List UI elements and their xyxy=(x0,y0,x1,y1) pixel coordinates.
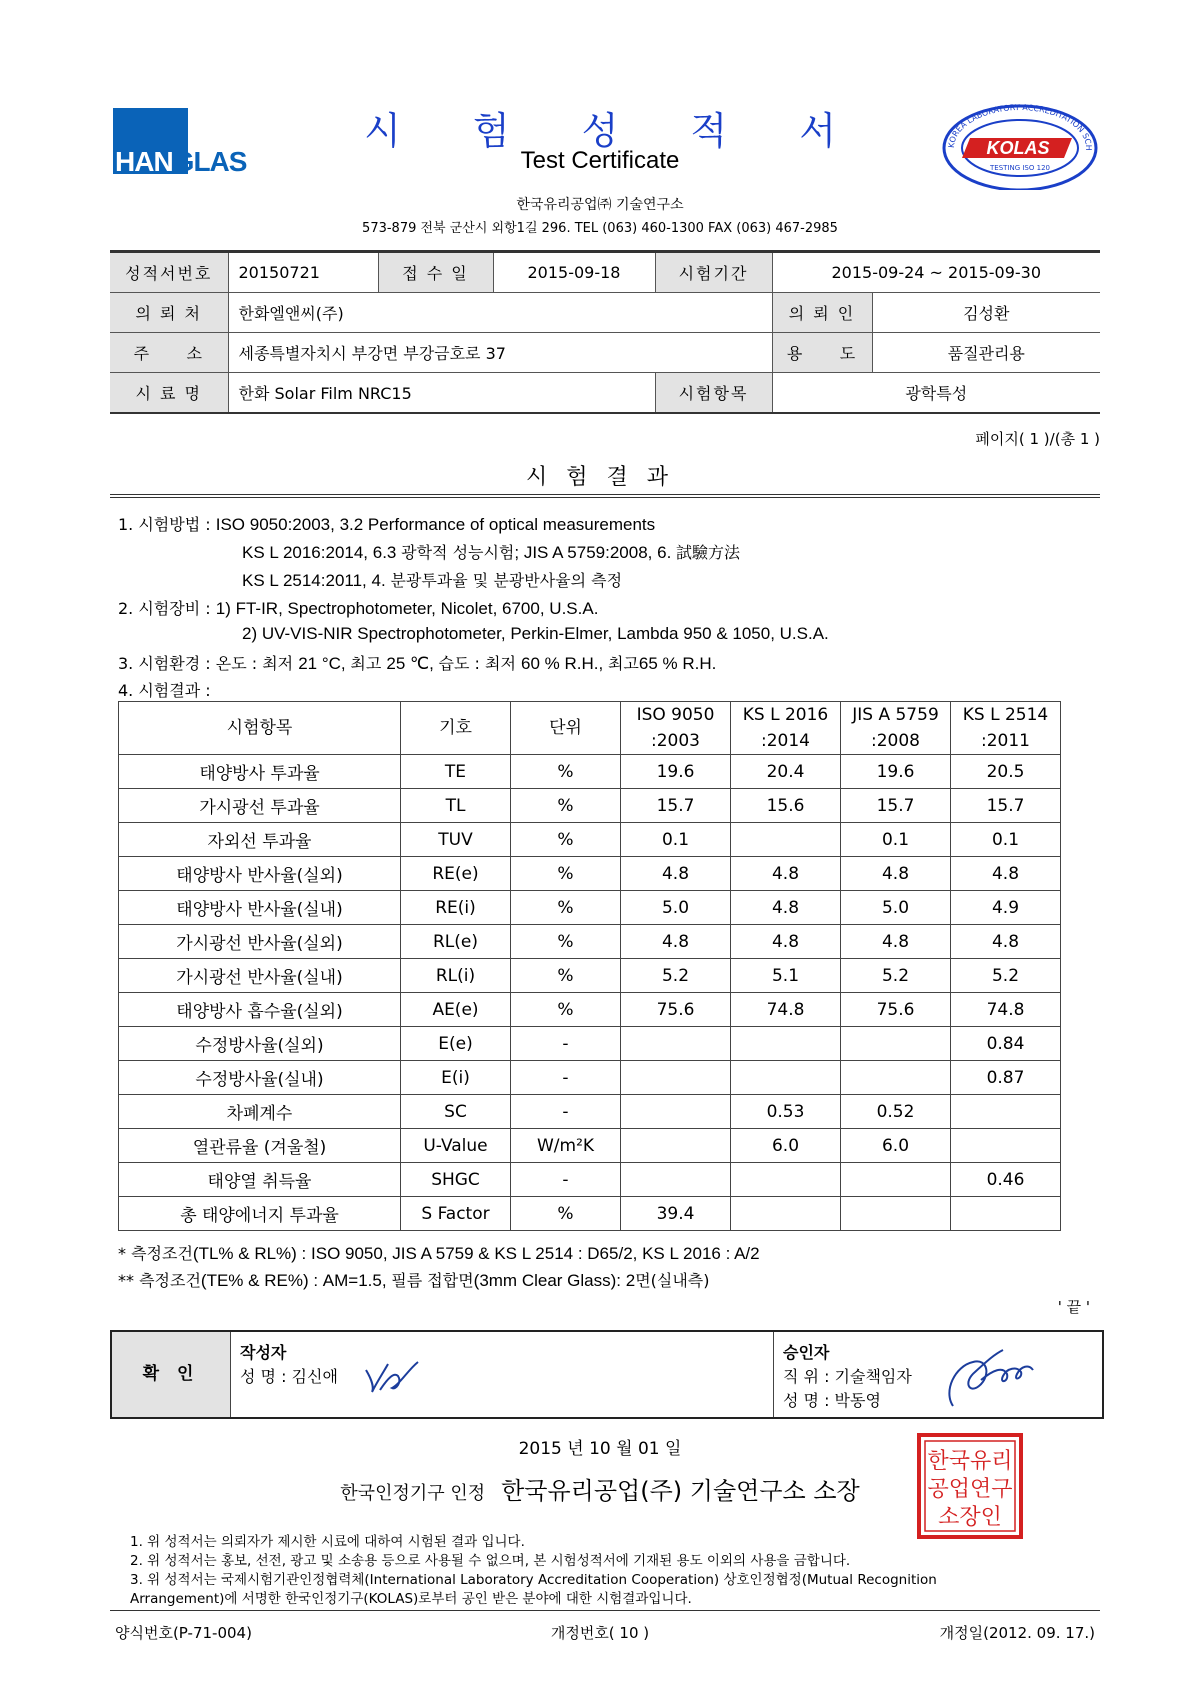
symbol-cell: RE(e) xyxy=(401,857,511,891)
form-number: 양식번호(P-71-004) xyxy=(115,1624,252,1642)
value-cell xyxy=(951,1197,1061,1231)
client-value: 한화엘앤씨(주) xyxy=(228,293,772,333)
value-cell: 5.2 xyxy=(951,959,1061,993)
results-header-cell: JIS A 5759 :2008 xyxy=(841,702,951,755)
equipment-line-2: 2) UV-VIS-NIR Spectrophotometer, Perkin-Elmer, Lambda 950 & 1050, U.S.A. xyxy=(242,624,829,643)
authority-accreditation: 한국인정기구 인정 xyxy=(340,1483,486,1504)
test-item-cell: 자외선 투과율 xyxy=(119,823,401,857)
value-cell: 20.5 xyxy=(951,755,1061,789)
organization-address: 573-879 전북 군산시 외항1길 296. TEL (063) 460-1300 FAX (063) 467-2985 xyxy=(362,221,838,236)
value-cell xyxy=(841,1197,951,1231)
value-cell xyxy=(621,1129,731,1163)
results-header-cell: ISO 9050 :2003 xyxy=(621,702,731,755)
test-item-cell: 가시광선 투과율 xyxy=(119,789,401,823)
results-header-cell: 기호 xyxy=(401,702,511,755)
symbol-cell: E(e) xyxy=(401,1027,511,1061)
table-row xyxy=(119,789,1061,823)
authority-director: 한국유리공업(주) 기술연구소 소장 xyxy=(501,1477,860,1505)
received-label: 접 수 일 xyxy=(378,252,493,293)
unit-cell: % xyxy=(511,925,621,959)
value-cell: 0.53 xyxy=(731,1095,841,1129)
value-cell: 4.8 xyxy=(731,857,841,891)
method-line-3: KS L 2514:2011, 4. 분광투과율 및 분광반사율의 측정 xyxy=(242,571,623,590)
document-title-korean: 시 험 성 적 서 xyxy=(364,109,866,153)
purpose-value: 품질관리용 xyxy=(872,333,1100,373)
kolas-sub-text: TESTING ISO 120 xyxy=(990,164,1050,172)
value-cell xyxy=(841,1163,951,1197)
unit-cell: - xyxy=(511,1163,621,1197)
test-item-cell: 태양방사 반사율(실내) xyxy=(119,891,401,925)
value-cell: 0.1 xyxy=(951,823,1061,857)
value-cell xyxy=(621,1061,731,1095)
official-seal-stamp xyxy=(916,1432,1024,1540)
symbol-cell: U-Value xyxy=(401,1129,511,1163)
organization-name: 한국유리공업㈜ 기술연구소 xyxy=(516,197,684,213)
results-header-cell: KS L 2016 :2014 xyxy=(731,702,841,755)
symbol-cell: TUV xyxy=(401,823,511,857)
value-cell: 4.8 xyxy=(951,925,1061,959)
value-cell: 75.6 xyxy=(621,993,731,1027)
test-item-cell: 수정방사율(실내) xyxy=(119,1061,401,1095)
seal-text-line: 한국유리 xyxy=(927,1449,1013,1474)
unit-cell: % xyxy=(511,857,621,891)
table-row xyxy=(119,925,1061,959)
measurement-note-1: * 측정조건(TL% & RL%) : ISO 9050, JIS A 5759 & KS L 2514 : D65/2, KS L 2016 : A/2 xyxy=(118,1244,760,1263)
symbol-cell: E(i) xyxy=(401,1061,511,1095)
value-cell: 4.8 xyxy=(621,925,731,959)
unit-cell: - xyxy=(511,1027,621,1061)
value-cell: 0.52 xyxy=(841,1095,951,1129)
value-cell xyxy=(731,1197,841,1231)
measurement-note-2: ** 측정조건(TE% & RE%) : AM=1.5, 필름 접합면(3mm Clear Glass): 2면(실내측) xyxy=(118,1271,710,1290)
value-cell: 5.0 xyxy=(841,891,951,925)
table-row xyxy=(119,823,1061,857)
table-row xyxy=(119,1095,1061,1129)
table-row xyxy=(119,755,1061,789)
value-cell: 5.1 xyxy=(731,959,841,993)
equipment-line-1: 2. 시험장비 : 1) FT-IR, Spectrophotometer, Nicolet, 6700, U.S.A. xyxy=(118,599,599,618)
sample-label: 시 료 명 xyxy=(110,373,228,414)
unit-cell: % xyxy=(511,755,621,789)
value-cell: 74.8 xyxy=(731,993,841,1027)
value-cell: 4.8 xyxy=(841,857,951,891)
method-line-2: KS L 2016:2014, 6.3 광학적 성능시험; JIS A 5759:2008, 6. 試驗方法 xyxy=(242,543,741,562)
value-cell: 4.8 xyxy=(731,925,841,959)
approver-position: 직 위 : 기술책임자 xyxy=(783,1367,912,1386)
value-cell: 5.0 xyxy=(621,891,731,925)
value-cell: 4.8 xyxy=(951,857,1061,891)
approver-title: 승인자 xyxy=(783,1343,830,1362)
address-label: 주 소 xyxy=(110,333,228,373)
value-cell: 5.2 xyxy=(841,959,951,993)
table-row xyxy=(119,891,1061,925)
document-title-english: Test Certificate xyxy=(520,147,680,174)
table-row xyxy=(119,857,1061,891)
symbol-cell: RL(i) xyxy=(401,959,511,993)
unit-cell: % xyxy=(511,993,621,1027)
requester-label: 의 뢰 인 xyxy=(772,293,872,333)
table-row xyxy=(119,993,1061,1027)
purpose-label: 용 도 xyxy=(772,333,872,373)
environment-line: 3. 시험환경 : 온도 : 최저 21 °C, 최고 25 ℃, 습도 : 최저 60 % R.H., 최고65 % R.H. xyxy=(118,654,717,673)
value-cell xyxy=(621,1163,731,1197)
value-cell xyxy=(621,1027,731,1061)
table-row xyxy=(119,1129,1061,1163)
symbol-cell: RL(e) xyxy=(401,925,511,959)
kolas-text: KOLAS xyxy=(986,138,1050,158)
info-row xyxy=(110,252,1100,293)
value-cell xyxy=(951,1095,1061,1129)
confirm-label: 확 인 xyxy=(112,1332,231,1417)
address-value: 세종특별자치시 부강면 부강금호로 37 xyxy=(228,333,772,373)
value-cell: 5.2 xyxy=(621,959,731,993)
test-item-label: 시험항목 xyxy=(655,373,772,414)
unit-cell: - xyxy=(511,1095,621,1129)
author-cell xyxy=(230,1332,774,1417)
table-row xyxy=(119,1197,1061,1231)
issue-date: 2015 년 10 월 01 일 xyxy=(518,1439,682,1459)
value-cell xyxy=(731,823,841,857)
footer-divider xyxy=(110,1610,1100,1611)
unit-cell: % xyxy=(511,823,621,857)
revision-number: 개정번호( 10 ) xyxy=(550,1624,650,1642)
value-cell: 15.7 xyxy=(951,789,1061,823)
value-cell: 0.1 xyxy=(621,823,731,857)
value-cell: 19.6 xyxy=(621,755,731,789)
sample-value: 한화 Solar Film NRC15 xyxy=(228,373,655,414)
symbol-cell: RE(i) xyxy=(401,891,511,925)
value-cell: 15.7 xyxy=(621,789,731,823)
info-row xyxy=(110,373,1100,414)
table-row xyxy=(119,959,1061,993)
section-divider xyxy=(110,494,1100,498)
test-period-value: 2015-09-24 ~ 2015-09-30 xyxy=(772,252,1100,293)
confirmation-box xyxy=(110,1330,1104,1419)
value-cell: 15.7 xyxy=(841,789,951,823)
unit-cell: - xyxy=(511,1061,621,1095)
unit-cell: W/m²K xyxy=(511,1129,621,1163)
test-item-cell: 태양방사 투과율 xyxy=(119,755,401,789)
symbol-cell: TE xyxy=(401,755,511,789)
results-heading: 4. 시험결과 : xyxy=(118,681,211,700)
footnote-2: 2. 위 성적서는 홍보, 선전, 광고 및 소송용 등으로 사용될 수 없으며, 본 시험성적서에 기재된 용도 이외의 사용을 금합니다. xyxy=(130,1553,851,1569)
unit-cell: % xyxy=(511,1197,621,1231)
report-no-label: 성적서번호 xyxy=(110,252,228,293)
logo-text: HANGLAS xyxy=(115,146,247,177)
symbol-cell: S Factor xyxy=(401,1197,511,1231)
requester-value: 김성환 xyxy=(872,293,1100,333)
value-cell: 4.8 xyxy=(621,857,731,891)
test-item-cell: 열관류율 (겨울철) xyxy=(119,1129,401,1163)
value-cell xyxy=(731,1061,841,1095)
results-header-cell: 단위 xyxy=(511,702,621,755)
test-period-label: 시험기간 xyxy=(655,252,772,293)
value-cell xyxy=(951,1129,1061,1163)
test-item-cell: 수정방사율(실외) xyxy=(119,1027,401,1061)
info-row xyxy=(110,293,1100,333)
author-name: 성 명 : 김신애 xyxy=(240,1367,338,1386)
end-mark: ' 끝 ' xyxy=(1057,1298,1090,1316)
unit-cell: % xyxy=(511,891,621,925)
value-cell xyxy=(841,1027,951,1061)
value-cell: 0.1 xyxy=(841,823,951,857)
value-cell: 6.0 xyxy=(841,1129,951,1163)
test-item-cell: 총 태양에너지 투과율 xyxy=(119,1197,401,1231)
symbol-cell: TL xyxy=(401,789,511,823)
page-indicator: 페이지( 1 )/(총 1 ) xyxy=(975,430,1100,448)
footnote-3: 3. 위 성적서는 국제시험기관인정협력체(International Laboratory Accreditation Cooperation) 상호인정협정(Mutual Recognition xyxy=(130,1572,937,1588)
value-cell: 0.46 xyxy=(951,1163,1061,1197)
kolas-accreditation-logo xyxy=(940,100,1100,190)
value-cell: 20.4 xyxy=(731,755,841,789)
method-line-1: 1. 시험방법 : ISO 9050:2003, 3.2 Performance of optical measurements xyxy=(118,515,656,534)
results-header-cell: KS L 2514 :2011 xyxy=(951,702,1061,755)
kolas-ring-text: KOREA LABORATORY ACCREDITATION SCH xyxy=(946,102,1094,151)
results-header-row xyxy=(119,702,1061,755)
value-cell: 6.0 xyxy=(731,1129,841,1163)
value-cell xyxy=(731,1163,841,1197)
value-cell: 75.6 xyxy=(841,993,951,1027)
value-cell xyxy=(731,1027,841,1061)
table-row xyxy=(119,1027,1061,1061)
unit-cell: % xyxy=(511,789,621,823)
approver-signature xyxy=(933,1336,1043,1414)
value-cell: 15.6 xyxy=(731,789,841,823)
revision-date: 개정일(2012. 09. 17.) xyxy=(939,1624,1095,1642)
report-no-value: 20150721 xyxy=(228,252,378,293)
author-signature xyxy=(358,1350,428,1400)
table-row xyxy=(119,1163,1061,1197)
value-cell: 74.8 xyxy=(951,993,1061,1027)
value-cell: 0.87 xyxy=(951,1061,1061,1095)
received-value: 2015-09-18 xyxy=(493,252,655,293)
value-cell: 4.9 xyxy=(951,891,1061,925)
test-item-cell: 차폐계수 xyxy=(119,1095,401,1129)
approver-name: 성 명 : 박동영 xyxy=(783,1391,881,1410)
value-cell: 19.6 xyxy=(841,755,951,789)
value-cell xyxy=(841,1061,951,1095)
results-header-cell: 시험항목 xyxy=(119,702,401,755)
info-row xyxy=(110,333,1100,373)
value-cell: 4.8 xyxy=(841,925,951,959)
test-results-table xyxy=(118,701,1061,1231)
author-title: 작성자 xyxy=(240,1343,287,1362)
client-label: 의 뢰 처 xyxy=(110,293,228,333)
value-cell xyxy=(621,1095,731,1129)
test-item-cell: 태양방사 흡수율(실외) xyxy=(119,993,401,1027)
test-item-cell: 가시광선 반사율(실내) xyxy=(119,959,401,993)
test-item-cell: 가시광선 반사율(실외) xyxy=(119,925,401,959)
symbol-cell: SHGC xyxy=(401,1163,511,1197)
footnote-3-cont: Arrangement)에 서명한 한국인정기구(KOLAS)로부터 공인 받은 분야에 대한 시험결과입니다. xyxy=(130,1591,692,1607)
certificate-info-table xyxy=(110,250,1100,414)
unit-cell: % xyxy=(511,959,621,993)
test-item-cell: 태양방사 반사율(실외) xyxy=(119,857,401,891)
footnote-1: 1. 위 성적서는 의뢰자가 제시한 시료에 대하여 시험된 결과 입니다. xyxy=(130,1534,525,1550)
test-item-value: 광학특성 xyxy=(772,373,1100,414)
section-title: 시 험 결 과 xyxy=(526,465,674,490)
value-cell: 39.4 xyxy=(621,1197,731,1231)
seal-text-line: 소장인 xyxy=(938,1505,1002,1530)
test-item-cell: 태양열 취득율 xyxy=(119,1163,401,1197)
value-cell: 4.8 xyxy=(731,891,841,925)
symbol-cell: AE(e) xyxy=(401,993,511,1027)
symbol-cell: SC xyxy=(401,1095,511,1129)
value-cell: 0.84 xyxy=(951,1027,1061,1061)
approver-cell xyxy=(773,1332,1102,1417)
seal-text-line: 공업연구 xyxy=(927,1477,1013,1502)
table-row xyxy=(119,1061,1061,1095)
